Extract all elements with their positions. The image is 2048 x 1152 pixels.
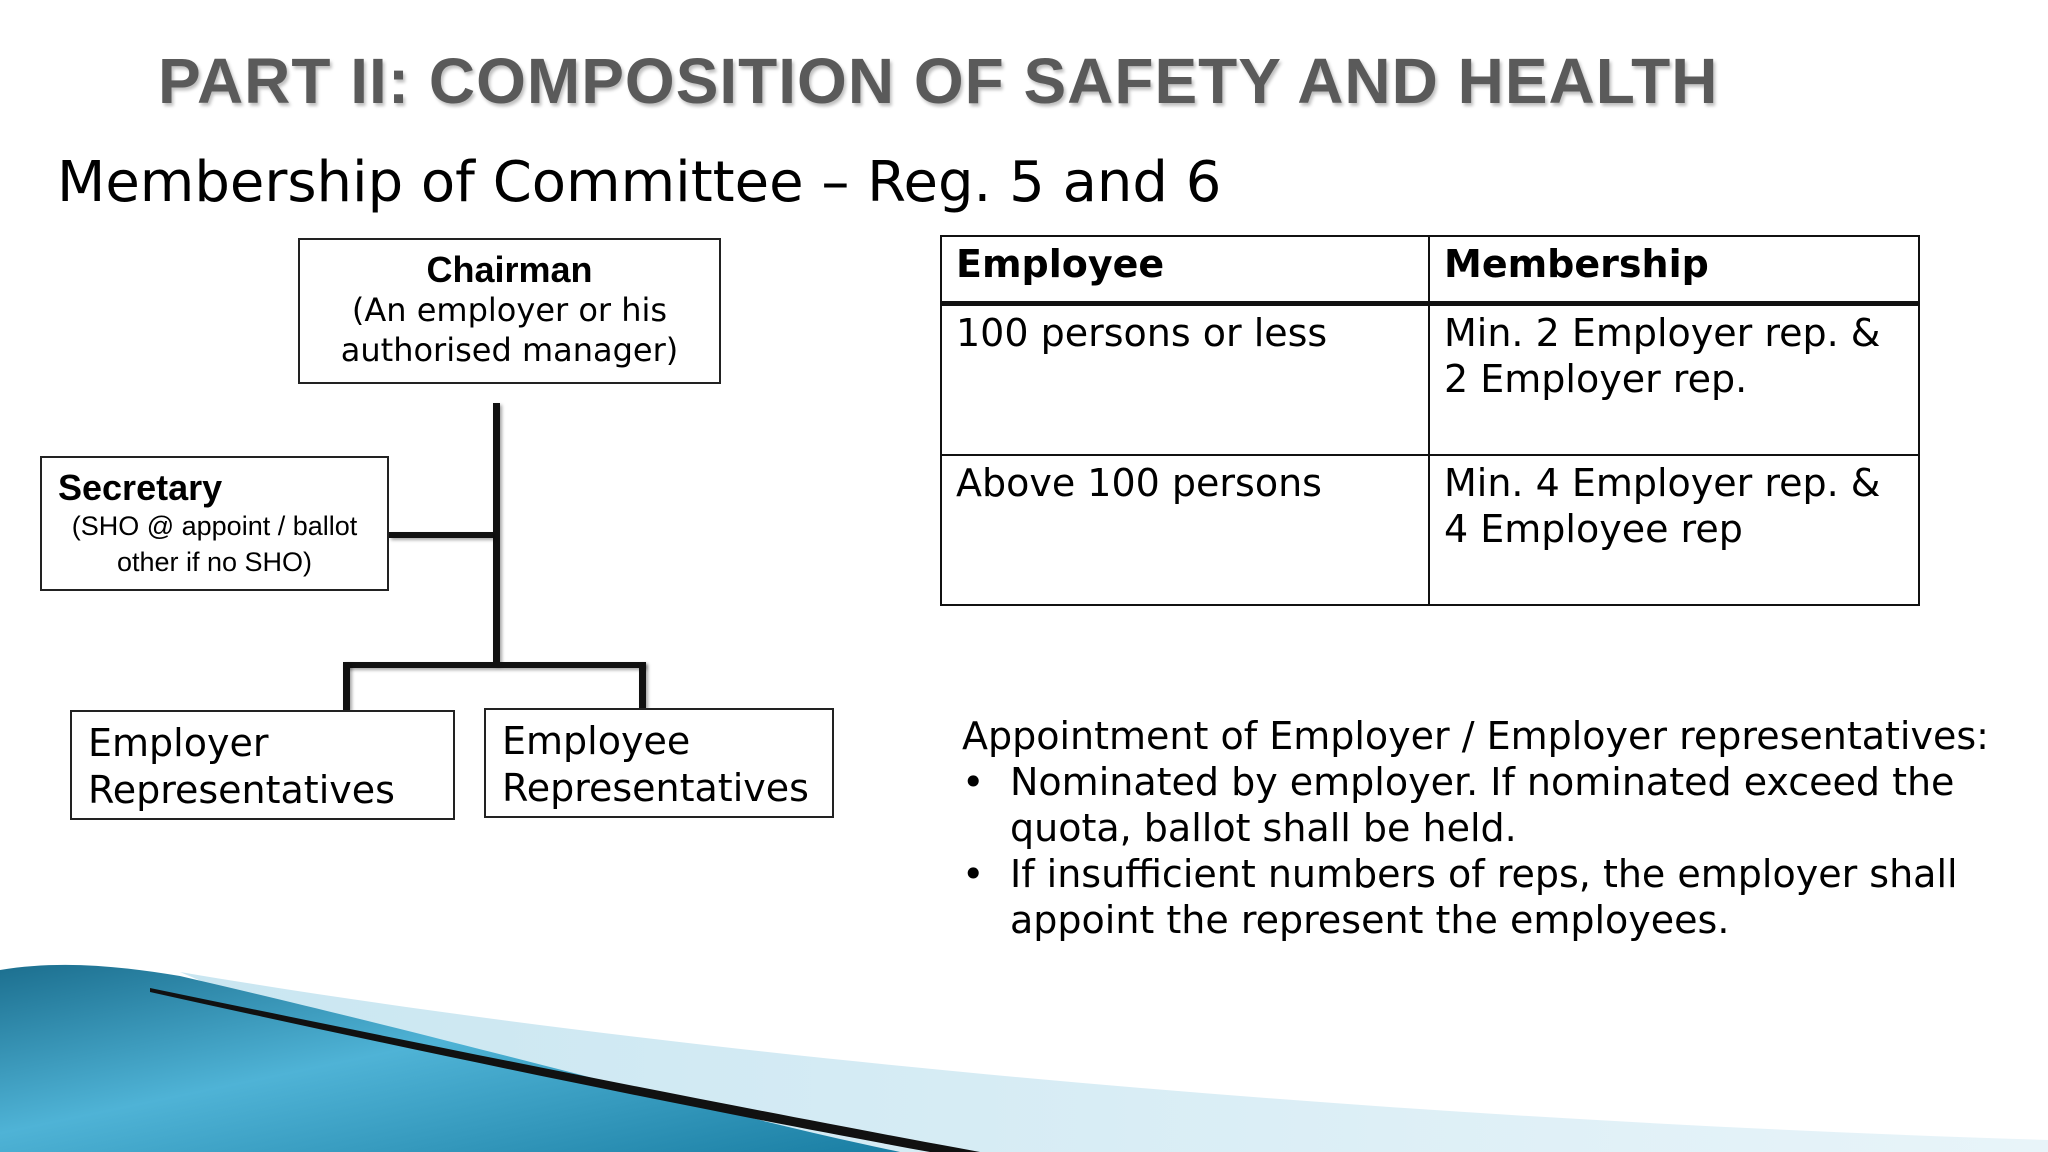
- cell-membership: [1429, 304, 1919, 456]
- connector-horizontal-reps: [343, 662, 645, 668]
- membership-line2: 2 Employer rep.: [1444, 357, 1748, 401]
- slide-title: PART II: COMPOSITION OF SAFETY AND HEALTH: [158, 45, 1719, 117]
- appointment-section: [962, 713, 2022, 943]
- employer-rep-line1: Employer: [88, 721, 269, 765]
- chairman-box: [298, 238, 721, 384]
- secretary-desc-line2: other if no SHO): [116, 547, 313, 577]
- secretary-desc-line1: (SHO @ appoint / ballot: [71, 511, 358, 541]
- chairman-desc-line2: authorised manager): [340, 331, 679, 369]
- bullet-icon: •: [962, 760, 985, 804]
- bullet-icon: •: [962, 852, 985, 896]
- connector-secretary: [389, 532, 493, 538]
- connector-vertical-main: [493, 403, 500, 665]
- membership-table: [940, 235, 1920, 606]
- membership-line2: 4 Employee rep: [1444, 507, 1743, 551]
- header-membership: Membership: [1429, 236, 1919, 304]
- list-item: [962, 759, 2022, 851]
- connector-employer-rep: [343, 662, 350, 710]
- employer-rep-line2: Representatives: [88, 768, 395, 812]
- employee-representatives-box: [484, 708, 834, 818]
- cell-employee: 100 persons or less: [941, 304, 1429, 456]
- chairman-title: Chairman: [426, 249, 593, 290]
- secretary-box: [40, 456, 389, 591]
- employer-representatives-box: [70, 710, 455, 820]
- table-header-row: [941, 236, 1919, 304]
- employee-rep-line2: Representatives: [502, 766, 809, 810]
- chairman-desc-line1: (An employer or his: [351, 291, 668, 329]
- list-item-text: Nominated by employer. If nominated exceed the quota, ballot shall be held.: [1010, 760, 1955, 850]
- secretary-title: Secretary: [58, 467, 223, 508]
- appointment-heading: Appointment of Employer / Employer representatives:: [962, 714, 1989, 758]
- header-employee: Employee: [941, 236, 1429, 304]
- membership-line1: Min. 2 Employer rep. &: [1444, 311, 1881, 355]
- membership-line1: Min. 4 Employer rep. &: [1444, 461, 1881, 505]
- connector-employee-rep: [639, 662, 646, 708]
- appointment-list: [962, 759, 2022, 943]
- list-item: [962, 851, 2022, 943]
- cell-employee: Above 100 persons: [941, 455, 1429, 605]
- slide-subtitle: Membership of Committee – Reg. 5 and 6: [57, 150, 1222, 215]
- list-item-text: If insufficient numbers of reps, the employer shall appoint the represent the employees.: [1010, 852, 1958, 942]
- table-row: [941, 304, 1919, 456]
- table-row: [941, 455, 1919, 605]
- cell-membership: [1429, 455, 1919, 605]
- decorative-swoosh: [0, 940, 2048, 1152]
- employee-rep-line1: Employee: [502, 719, 691, 763]
